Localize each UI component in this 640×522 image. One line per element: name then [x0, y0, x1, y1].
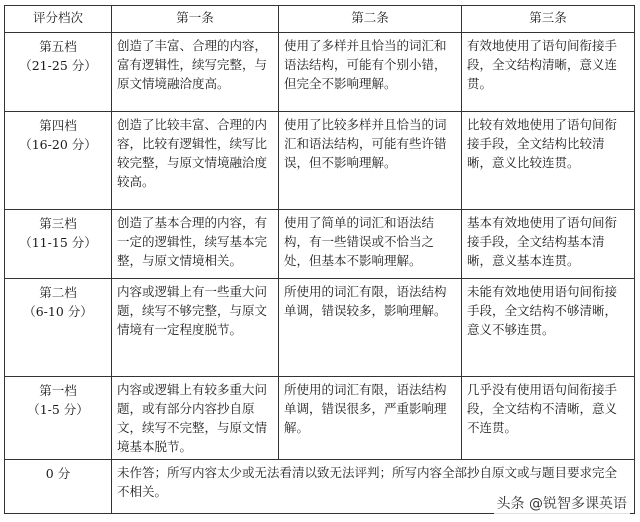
header-row — [5, 6, 635, 33]
header-criterion-3: 第三条 — [462, 6, 635, 33]
criterion-1-cell: 创造了基本合理的内容，有一定的逻辑性，续写基本完整，与原文情境相关。 — [112, 210, 279, 279]
header-level: 评分档次 — [5, 6, 112, 33]
score-range: （16-20 分） — [19, 137, 97, 152]
level-cell — [5, 112, 112, 210]
level-name: 第一档 — [39, 383, 77, 398]
criterion-1-cell: 创造了丰富、合理的内容，富有逻辑性，续写完整，与原文情境融洽度高。 — [112, 33, 279, 112]
criterion-1-cell: 创造了比较丰富、合理的内容，比较有逻辑性，续写比较完整，与原文情境融洽度较高。 — [112, 112, 279, 210]
level-name: 第五档 — [39, 39, 77, 54]
level-cell — [5, 279, 112, 377]
score-range: （1-5 分） — [27, 402, 89, 417]
scoring-rubric-table — [4, 5, 635, 514]
criterion-3-cell: 基本有效地使用了语句间衔接手段，全文结构基本清晰，意义基本连贯。 — [462, 210, 635, 279]
watermark-text: 头条 @锐智多课英语 — [494, 492, 630, 514]
level-name: 第二档 — [39, 285, 77, 300]
level-name: 0 分 — [45, 466, 71, 481]
table-row — [5, 112, 635, 210]
level-name: 第三档 — [39, 216, 77, 231]
header-criterion-1: 第一条 — [112, 6, 279, 33]
header-criterion-2: 第二条 — [279, 6, 462, 33]
criterion-2-cell: 所使用的词汇有限，语法结构单调，错误较多，影响理解。 — [279, 279, 462, 377]
criterion-1-cell: 内容或逻辑上有一些重大问题，续写不够完整，与原文情境有一定程度脱节。 — [112, 279, 279, 377]
criterion-3-cell: 几乎没有使用语句间衔接手段，全文结构不清晰，意义不连贯。 — [462, 377, 635, 460]
criterion-3-cell: 比较有效地使用了语句间衔接手段，全文结构比较清晰，意义比较连贯。 — [462, 112, 635, 210]
criterion-2-cell: 使用了多样并且恰当的词汇和语法结构，可能有个别小错，但完全不影响理解。 — [279, 33, 462, 112]
table-row — [5, 210, 635, 279]
level-name: 第四档 — [39, 118, 77, 133]
level-cell — [5, 460, 112, 514]
score-range: （11-15 分） — [19, 235, 97, 250]
score-range: （6-10 分） — [23, 304, 93, 319]
criterion-3-cell: 有效地使用了语句间衔接手段，全文结构清晰，意义连贯。 — [462, 33, 635, 112]
score-range: （21-25 分） — [19, 58, 97, 73]
criterion-2-cell: 使用了简单的词汇和语法结构，有一些错误或不恰当之处，但基本不影响理解。 — [279, 210, 462, 279]
table-row — [5, 33, 635, 112]
zero-score-description: 未作答；所写内容太少或无法看清以致无法评判；所写内容全部抄自原文或与题目要求完全不相关。 — [112, 460, 635, 514]
criterion-3-cell: 未能有效地使用语句间衔接手段，全文结构不够清晰，意义不够连贯。 — [462, 279, 635, 377]
criterion-2-cell: 使用了比较多样并且恰当的词汇和语法结构，可能有些许错误，但不影响理解。 — [279, 112, 462, 210]
table-row — [5, 377, 635, 460]
level-cell — [5, 377, 112, 460]
level-cell — [5, 33, 112, 112]
table-row — [5, 279, 635, 377]
criterion-2-cell: 所使用的词汇有限，语法结构单调，错误很多，严重影响理解。 — [279, 377, 462, 460]
criterion-1-cell: 内容或逻辑上有较多重大问题，或有部分内容抄自原文，续写不完整，与原文情境基本脱节。 — [112, 377, 279, 460]
level-cell — [5, 210, 112, 279]
